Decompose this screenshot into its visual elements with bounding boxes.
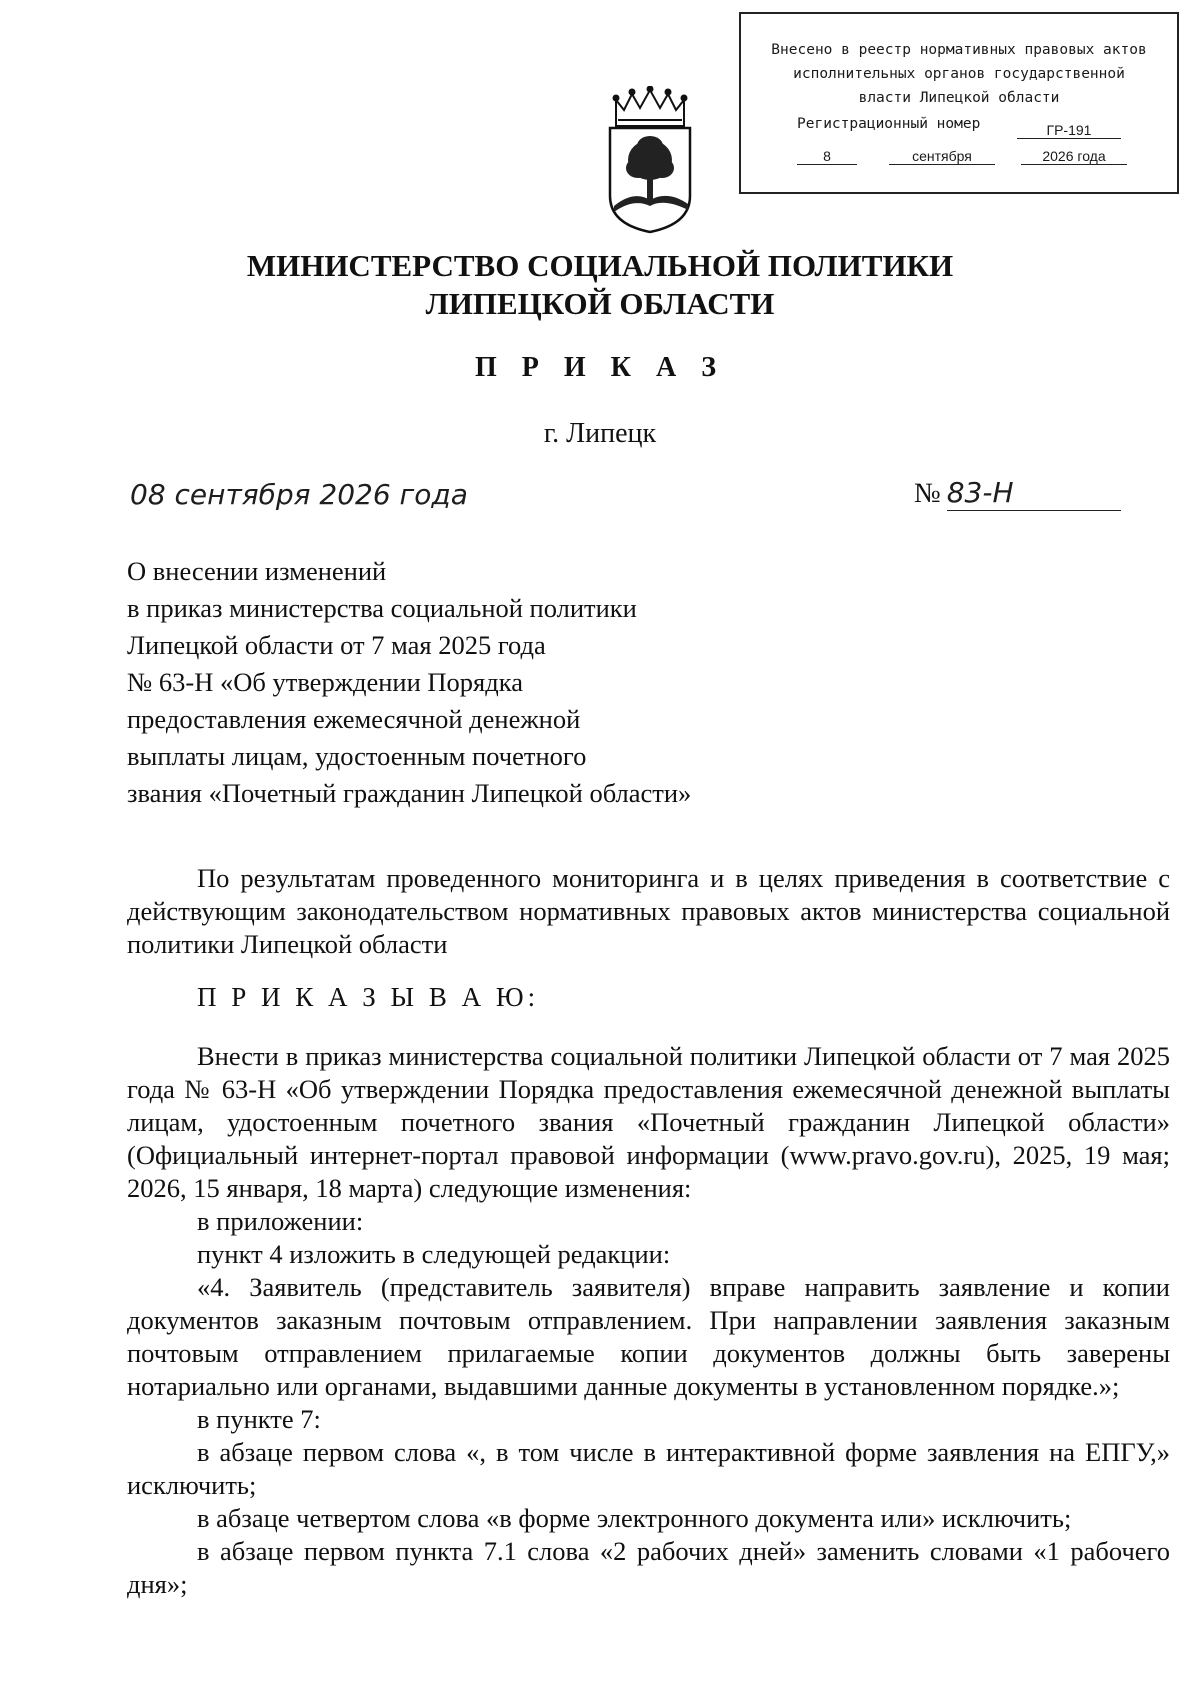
- subject-line: № 63-Н «Об утверждении Порядка: [127, 667, 523, 697]
- subject-line: в приказ министерства социальной политики: [127, 593, 637, 623]
- paragraph-in-appendix: в приложении:: [197, 1206, 364, 1236]
- coat-of-arms-icon: [604, 86, 696, 234]
- stamp-line-1: Внесено в реестр нормативных правовых актов: [771, 42, 1147, 58]
- city-label: г. Липецк: [543, 418, 657, 449]
- handwritten-date: 08 сентября 2026 года: [130, 478, 468, 511]
- stamp-day: 8: [797, 148, 857, 165]
- paragraph-point-7-first: в абзаце первом слова «, в том числе в интерактивной форме заявления на ЕПГУ,» исключить;: [127, 1437, 1170, 1500]
- paragraph-point-7: в пункте 7:: [197, 1404, 321, 1434]
- preamble-block: [127, 862, 1170, 961]
- stamp-year: 2026 года: [1021, 148, 1127, 165]
- handwritten-order-number: 83-Н: [946, 476, 1014, 509]
- order-number-field: [914, 476, 1121, 511]
- order-subject: [127, 553, 691, 812]
- document-type-title: П Р И К А З: [475, 352, 725, 383]
- stamp-line-2: исполнительных органов государственной: [793, 66, 1125, 82]
- subject-line: О внесении изменений: [127, 556, 387, 586]
- paragraph-point-7-fourth: в абзаце четвертом слова «в форме электронного документа или» исключить;: [197, 1503, 1072, 1533]
- subject-line: предоставления ежемесячной денежной: [127, 704, 581, 734]
- registry-stamp: [739, 12, 1179, 194]
- paragraph-point-7-1: в абзаце первом пункта 7.1 слова «2 рабочих дней» заменить словами «1 рабочего дня»;: [127, 1536, 1170, 1599]
- paragraph-point-4-text: «4. Заявитель (представитель заявителя) вправе направить заявление и копии документов заказным почтовым отправлением. При направлении заявления заказным почтовым отправлением прилагаемые копии документов должны быть заверены нотариально или органами, выдавшими данные документы в установленном порядке.»;: [127, 1272, 1170, 1401]
- ministry-name-line-1: МИНИСТЕРСТВО СОЦИАЛЬНОЙ ПОЛИТИКИ: [246, 248, 954, 283]
- subject-line: Липецкой области от 7 мая 2025 года: [127, 630, 546, 660]
- stamp-reg-label: Регистрационный номер: [797, 116, 981, 132]
- ministry-name-line-2: ЛИПЕЦКОЙ ОБЛАСТИ: [425, 286, 775, 321]
- decree-heading: П Р И К А З Ы В А Ю:: [197, 982, 540, 1012]
- stamp-line-3: власти Липецкой области: [858, 90, 1060, 106]
- stamp-reg-number: ГР-191: [1017, 122, 1121, 139]
- number-sign: №: [914, 478, 941, 509]
- stamp-month: сентября: [889, 148, 995, 165]
- paragraph-amendment-intro: Внести в приказ министерства социальной политики Липецкой области от 7 мая 2025 года № 63-Н «Об утверждении Порядка предоставления ежемесячной денежной выплаты лицам, удостоенным почетного звания «Почетный гражданин Липецкой области» (Официальный интернет-портал правовой информации (www.pravo.gov.ru), 2025, 19 мая; 2026, 15 января, 18 марта) следующие изменения:: [127, 1041, 1170, 1203]
- preamble-paragraph: По результатам проведенного мониторинга и в целях приведения в соответствие с действующим законодательством нормативных правовых актов министерства социальной политики Липецкой области: [127, 863, 1170, 959]
- subject-line: звания «Почетный гражданин Липецкой области»: [127, 778, 692, 808]
- operative-part: [127, 1040, 1170, 1601]
- paragraph-point-4: пункт 4 изложить в следующей редакции:: [197, 1239, 671, 1269]
- subject-line: выплаты лицам, удостоенным почетного: [127, 741, 587, 771]
